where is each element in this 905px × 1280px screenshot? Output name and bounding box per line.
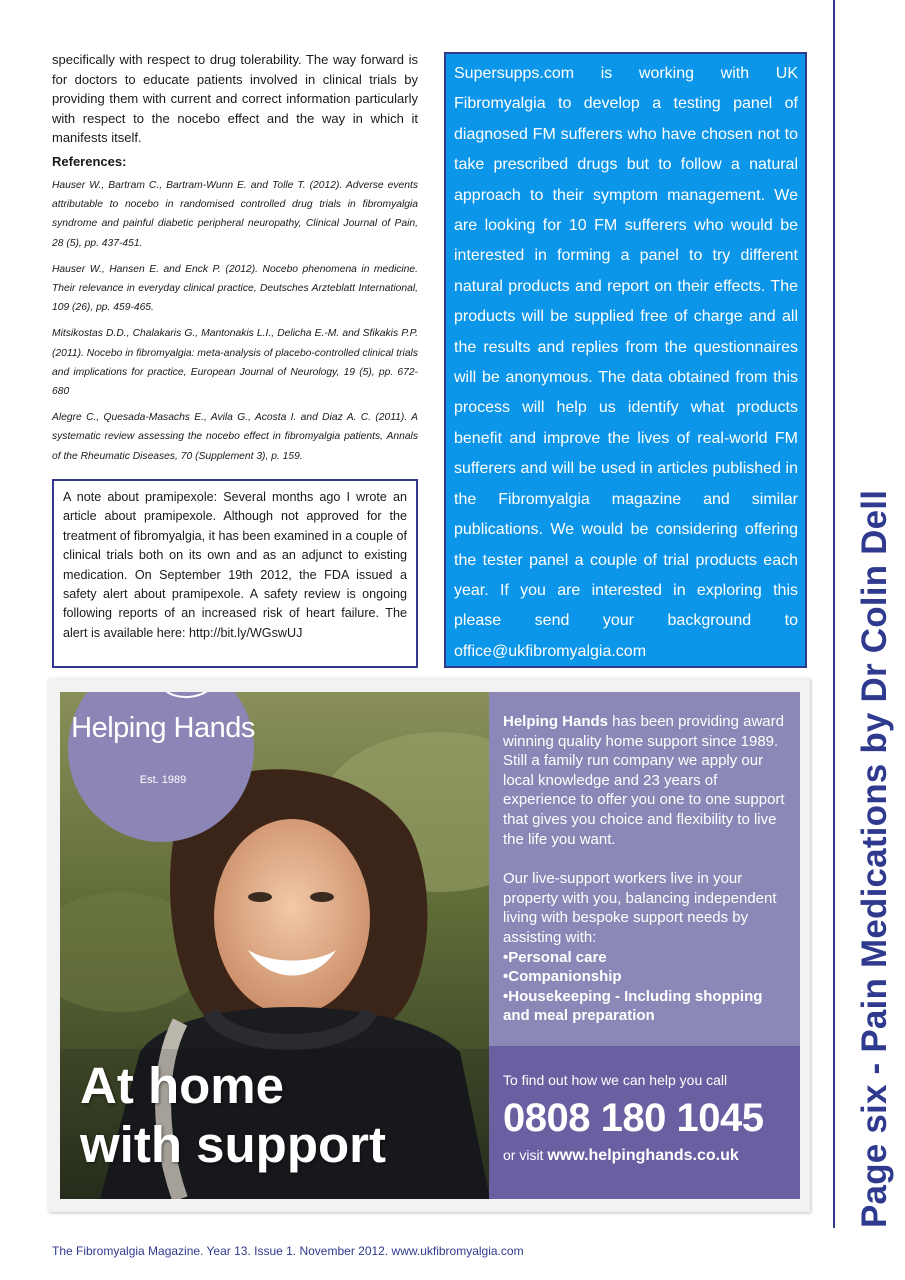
article-continued-text: specifically with respect to drug tolerability. The way forward is for doctors to educate patients involved in clinical trials by providing them with current and correct information particularly with respect to the nocebo effect and the way in which it manifests itself. (52, 52, 418, 146)
references-heading: References: (52, 154, 127, 169)
reference-item: Hauser W., Bartram C., Bartram-Wunn E. and Tolle T. (2012). Adverse events attributable to nocebo in randomised controlled drug trials in fibromyalgia syndrome and painful diabetic peripheral neuropathy, Clinical Journal of Pain, 28 (5), pp. 437-451. (52, 180, 418, 249)
pramipexole-note-text: A note about pramipexole: Several months ago I wrote an article about pramipexole. Although not approved for the treatment of fibromyalgia, it has been examined in a couple of clinical trials both on its own and as an adjunct to existing medication. On September 19th 2012, the FDA issued a safety alert about pramipexole. A safety review is ongoing following reports of an increased risk of heart failure. The alert is available here: http://bit.ly/WGswUJ (63, 490, 407, 640)
logo-arcs-icon (163, 692, 223, 700)
supersupps-notice-text: Supersupps.com is working with UK Fibromyalgia to develop a testing panel of diagnosed FM sufferers who have chosen not to take prescribed drugs but to follow a natural approach to their symptom management. We are looking for 10 FM sufferers who would be interested in forming a panel to try different natural products and report on their effects. The products will be supplied free of charge and all the results and replies from the questionnaires will be anonymous. The data obtained from this process will help us identify what products benefit and improve the lives of real-world FM sufferers and will be used in articles published in the Fibromyalgia magazine and similar publications. We would be considering offering the tester panel a couple of trial products each year. If you are interested in exploring this please send your background to office@ukfibromyalgia.com (454, 65, 798, 660)
advert-brand-name: Helping Hands (503, 713, 609, 730)
advert-visit-line (503, 1145, 788, 1166)
service-item: •Personal care (503, 948, 607, 966)
advert-live-support-text: Our live-support workers live in your property with you, balancing independent living with bespoke support needs by assisting with: (503, 870, 777, 946)
references-list (52, 176, 418, 473)
service-item: •Companionship (503, 968, 622, 986)
advert-phone-number[interactable]: 0808 180 1045 (503, 1096, 764, 1140)
advert-photo (60, 692, 535, 1199)
helping-hands-advert (48, 678, 810, 1212)
advert-info-panel (489, 692, 800, 1046)
headline-line-1: At home (80, 1057, 284, 1114)
headline-line-2: with support (80, 1116, 386, 1173)
vertical-page-title: Page six - Pain Medications by Dr Colin Dell (855, 489, 894, 1228)
logo-name: Helping Hands (71, 712, 255, 744)
advert-intro (503, 712, 788, 849)
reference-item: Hauser W., Hansen E. and Enck P. (2012). Nocebo phenomena in medicine. Their relevance in everyday clinical practice, Deutsches Arzteblatt International, 109 (26), pp. 459-465. (52, 263, 418, 314)
pramipexole-note-box (52, 479, 418, 668)
advert-services-list (503, 948, 788, 1026)
logo-established: Est. 1989 (139, 774, 187, 786)
page-footer: The Fibromyalgia Magazine. Year 13. Issue 1. November 2012. www.ukfibromyalgia.com (52, 1244, 524, 1258)
side-divider (833, 0, 835, 1228)
advert-intro-text: has been providing award winning quality home support since 1989. Still a family run company we apply our local knowledge and 23 years of experience to offer you one to one support that gives you choice and flexibility to live the life you want. (503, 713, 785, 848)
supersupps-notice-box (444, 52, 807, 668)
advert-contact-panel (489, 1046, 800, 1199)
visit-prefix: or visit (503, 1147, 548, 1163)
service-item: •Housekeeping - Including shopping and meal preparation (503, 987, 763, 1025)
reference-item: Alegre C., Quesada-Masachs E., Avila G., Acosta I. and Diaz A. C. (2011). A systematic review assessing the nocebo effect in fibromyalgia patients, Annals of the Rheumatic Diseases, 70 (Supplement 3), p. 159. (52, 412, 418, 462)
advert-website-link[interactable]: www.helpinghands.co.uk (547, 1147, 739, 1164)
advert-cta-text: To find out how we can help you call (503, 1072, 728, 1088)
reference-item: Mitsikostas D.D., Chalakaris G., Mantonakis L.I., Delicha E.-M. and Sfikakis P.P. (2011). Nocebo in fibromyalgia: meta-analysis of placebo-controlled clinical trials and implications for practice, European Journal of Neurology, 19 (5), pp. 672-680 (52, 328, 418, 398)
